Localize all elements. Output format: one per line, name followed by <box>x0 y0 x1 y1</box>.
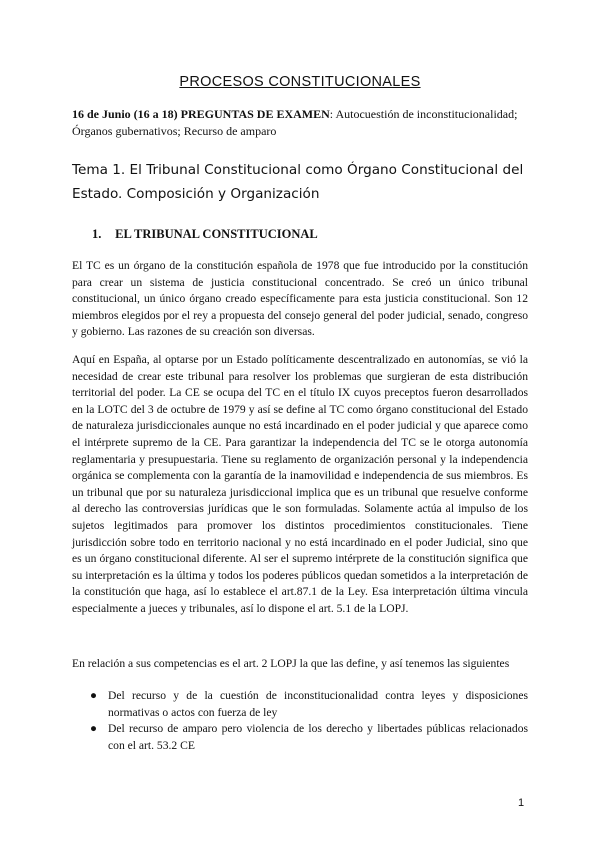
page-number: 1 <box>518 797 525 809</box>
section-title: EL TRIBUNAL CONSTITUCIONAL <box>115 227 318 241</box>
paragraph-competencias: En relación a sus competencias es el art. 2 LOPJ la que las define, y así tenemos las siguientes <box>72 657 510 670</box>
exam-topics: : Autocuestión de inconstitucionalidad; Órganos gubernativos; Recurso de amparo <box>72 107 518 138</box>
bullet-icon: ● <box>90 689 98 702</box>
list-item-text: Del recurso de amparo pero violencia de los derecho y libertades públicas relacionados con el art. 53.2 CE <box>108 722 528 752</box>
list-item-text: Del recurso y de la cuestión de inconstitucionalidad contra leyes y disposiciones normativas o actos con fuerza de ley <box>108 689 528 719</box>
list-item <box>90 688 528 721</box>
exam-note <box>72 106 532 140</box>
section-heading <box>92 227 318 242</box>
bullet-icon: ● <box>90 722 98 736</box>
paragraph-spain: Aquí en España, al optarse por un Estado políticamente descentralizado en autonomías, se vió la necesidad de crear este tribunal para resolver los problemas que surgieran de esta distribución territorial del poder. La CE se ocupa del TC en el título IX cuyos preceptos fueron desarrollados en la LOTC del 3 de octubre de 1979 y así se define al TC como órgano constitucional del Estado de naturaleza jurisdiccionales aunque no está incardinado en el poder judicial y que aparece como el intérprete supremo de la CE. Para garantizar la independencia del TC se le otorga autonomía reglamentaria y presupuestaria. Tiene su reglamento de organización personal y la independencia orgánica se complementa con la garantía de la inamovilidad e independencia de sus miembros. Es un tribunal que por su naturaleza jurisdiccional implica que es un tribunal que resuelve conforme al derecho las controversias jurídicas que le son formuladas. Solamente actúa al impulso de los sujetos legitimados para promover los distintos procedimientos constitucionales. Tiene jurisdicción sobre todo en territorio nacional y no está incardinado en el poder Judicial, sino que es un órgano constitucional diferente. Al ser el supremo intérprete de la constitución significa que su interpretación es la última y todos los poderes públicos quedan sometidos a la interpretación de la constitución que haga, así lo establece el art.87.1 de la Ley. Esa interpretación última vincula especialmente a jueces y tribunales, así lo dispone el art. 5.1 de la LOPJ. <box>72 353 528 615</box>
paragraph-intro: El TC es un órgano de la constitución española de 1978 que fue introducido por la constitución para crear un sistema de justicia constitucional concentrado. Se creó un único tribunal constitucional, un único órgano creado específicamente para esta justicia constitucional. Son 12 miembros elegidos por el rey a propuesta del consejo general del poder judicial, senado, congreso y gobierno. Las razones de su creación son diversas. <box>72 259 528 339</box>
section-number: 1. <box>92 227 102 241</box>
list-item <box>90 721 528 754</box>
document-title: PROCESOS CONSTITUCIONALES <box>179 74 421 90</box>
competencias-list <box>90 688 528 754</box>
tema-heading: Tema 1. El Tribunal Constitucional como Órgano Constitucional del Estado. Composición y Organización <box>72 162 524 202</box>
exam-date: 16 de Junio (16 a 18) PREGUNTAS DE EXAMEN <box>72 107 330 121</box>
